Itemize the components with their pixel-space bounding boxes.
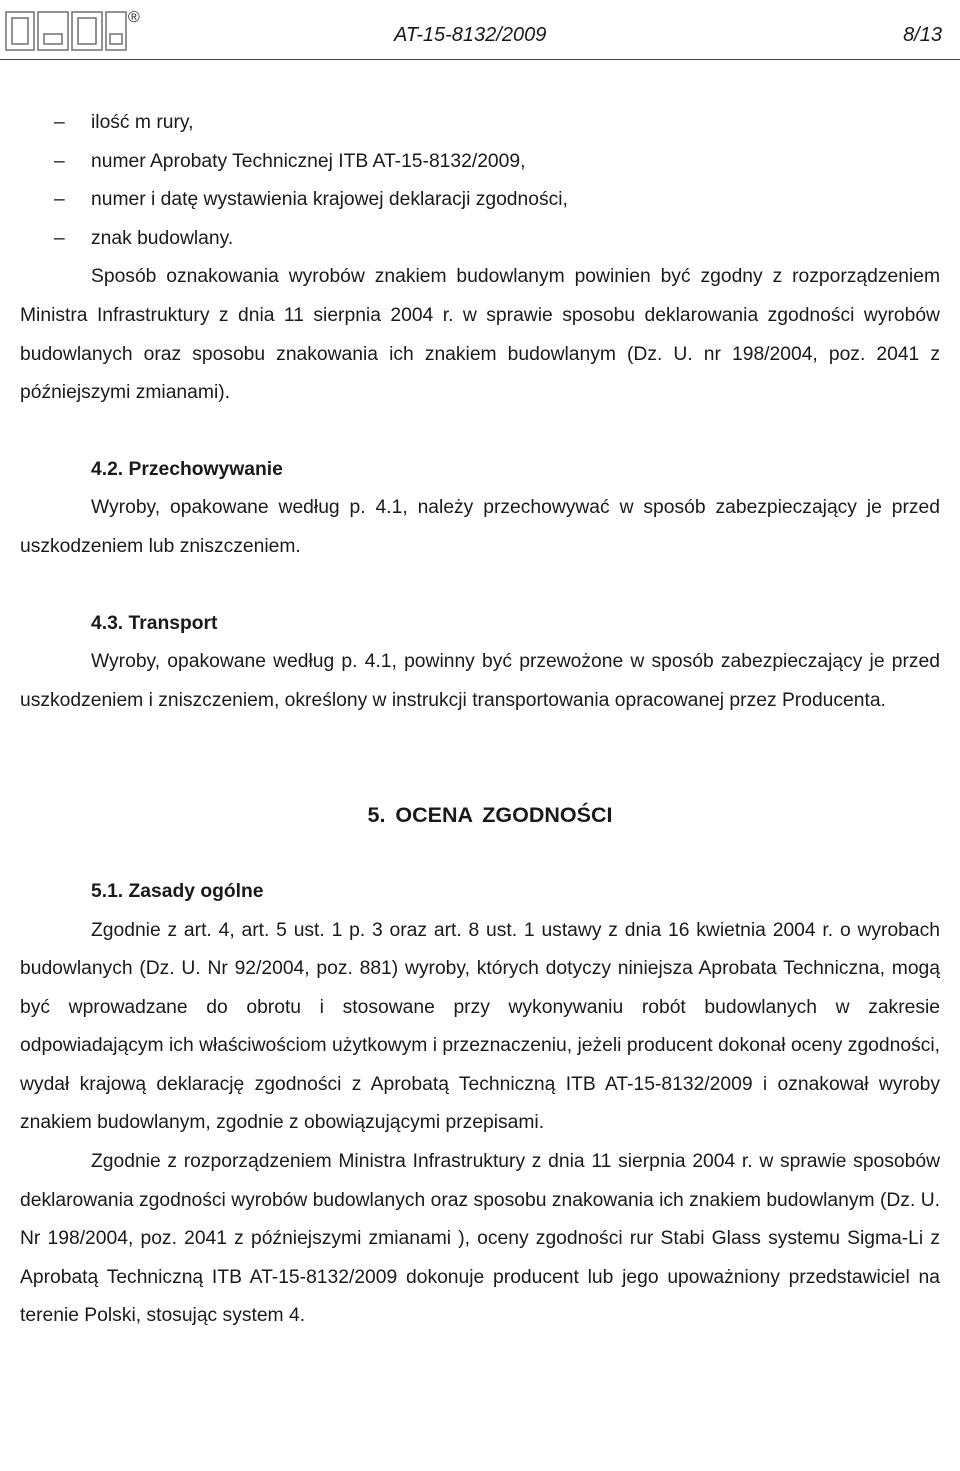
list-item: – numer i datę wystawienia krajowej deklaracji zgodności, xyxy=(20,181,940,220)
itb-logo-icon xyxy=(4,6,150,52)
section-4-2-heading: 4.2. Przechowywanie xyxy=(91,458,283,480)
document-body xyxy=(20,104,940,1336)
section-5-1-paragraph-1: Zgodnie z art. 4, art. 5 ust. 1 p. 3 oraz art. 8 ust. 1 ustawy z dnia 16 kwietnia 2004 r. o wyrobach budowlanych (Dz. U. Nr 92/2004, poz. 881) wyroby, których dotyczy niniejsza Aprobata Techniczna, mogą być wprowadzane do obrotu i stosowane przy wykonywaniu robót budowlanych w zakresie odpowiadającym ich właściwościom użytkowym i przeznaczeniu, jeżeli producent dokonał oceny zgodności, wydał krajową deklarację zgodności z Aprobatą Techniczną ITB AT-15-8132/2009 i oznakował wyroby znakiem budowlanym, zgodnie z obowiązującymi przepisami. xyxy=(20,919,940,1134)
section-5-heading: 5. OCENA ZGODNOŚCI xyxy=(367,803,613,828)
list-item: – znak budowlany. xyxy=(20,220,940,259)
dash-bullet-icon: – xyxy=(54,112,65,133)
page-number: 8/13 xyxy=(903,24,942,46)
dash-bullet-icon: – xyxy=(54,227,65,249)
header-divider xyxy=(0,59,960,60)
section-5-1-heading: 5.1. Zasady ogólne xyxy=(91,880,264,902)
page-header xyxy=(0,0,960,62)
registered-mark: ® xyxy=(128,9,140,26)
section-4-2-text: Wyroby, opakowane według p. 4.1, należy przechowywać w sposób zabezpieczający je przed uszkodzeniem lub zniszczeniem. xyxy=(20,497,940,557)
section-4-3-heading: 4.3. Transport xyxy=(91,612,218,634)
list-item: – ilość m rury, xyxy=(20,104,940,143)
dash-bullet-icon: – xyxy=(54,150,65,172)
marking-paragraph: Sposób oznakowania wyrobów znakiem budowlanym powinien być zgodny z rozporządzeniem Ministra Infrastruktury z dnia 11 sierpnia 2004 r. w sprawie sposobu deklarowania zgodności wyrobów budowlanych oraz sposobu znakowania ich znakiem budowlanym (Dz. U. nr 198/2004, poz. 2041 z późniejszymi zmianami). xyxy=(20,266,940,404)
section-5-1-paragraph-2: Zgodnie z rozporządzeniem Ministra Infrastruktury z dnia 11 sierpnia 2004 r. w sprawie sposobów deklarowania zgodności wyrobów budowlanych oraz sposobu znakowania ich znakiem budowlanym (Dz. U. Nr 198/2004, poz. 2041 z późniejszymi zmianami ), oceny zgodności rur Stabi Glass systemu Sigma-Li z Aprobatą Techniczną ITB AT-15-8132/2009 dokonuje producent lub jego upoważniony przedstawiciel na terenie Polski, stosując system 4. xyxy=(20,1151,940,1327)
list-item: – numer Aprobaty Technicznej ITB AT-15-8132/2009, xyxy=(20,143,940,182)
section-4-3-text: Wyroby, opakowane według p. 4.1, powinny być przewożone w sposób zabezpieczający je przed uszkodzeniem i zniszczeniem, określony w instrukcji transportowania opracowanej przez Producenta. xyxy=(20,651,940,711)
dash-bullet-icon: – xyxy=(54,189,65,211)
document-code: AT-15-8132/2009 xyxy=(394,24,547,46)
